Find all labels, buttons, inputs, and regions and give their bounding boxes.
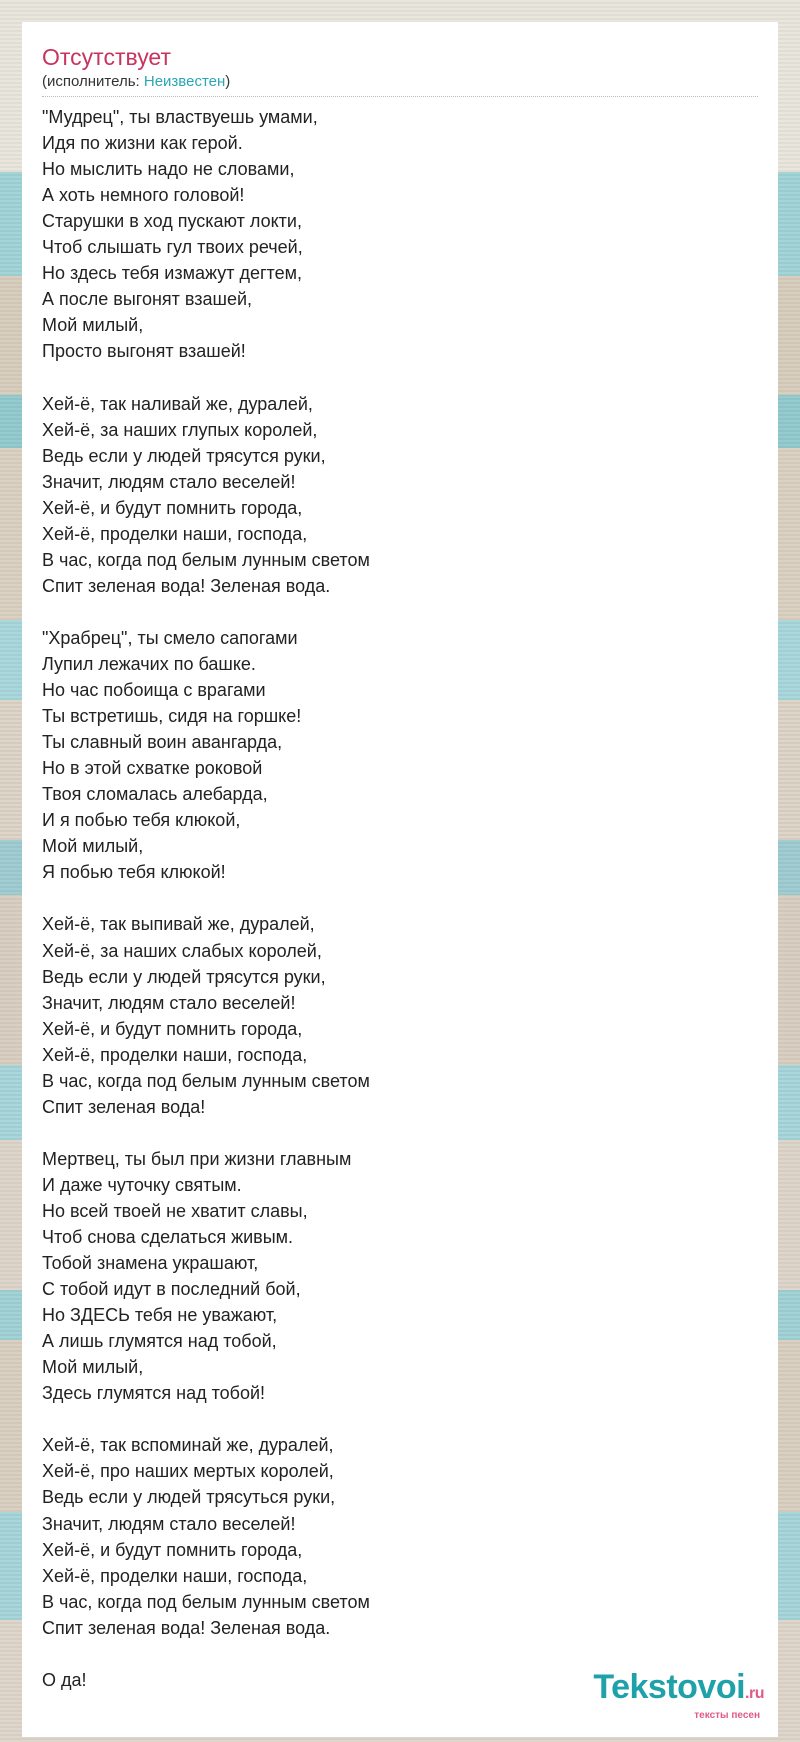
- lyric-line: Но в этой схватке роковой: [42, 758, 263, 779]
- lyric-line: Но всей твоей не хватит славы,: [42, 1200, 308, 1221]
- lyric-line: Хей-ё, проделки наши, господа,: [42, 1044, 308, 1065]
- lyric-line: Здесь глумятся над тобой!: [42, 1383, 266, 1404]
- lyric-line: Мой милый,: [42, 836, 144, 857]
- lyric-line: "Храбрец", ты смело сапогами: [42, 627, 298, 648]
- lyric-line: Спит зеленая вода! Зеленая вода.: [42, 1617, 331, 1638]
- logo-tld: .ru: [745, 1685, 764, 1702]
- lyric-line: Хей-ё, так выпивай же, дуралей,: [42, 914, 315, 935]
- lyric-line: Но мыслить надо не словами,: [42, 159, 295, 180]
- lyric-line: Но здесь тебя измажут дегтем,: [42, 263, 302, 284]
- lyric-line: Хей-ё, и будут помнить города,: [42, 1018, 303, 1039]
- artist-prefix: (исполнитель:: [42, 73, 144, 90]
- lyric-line: Хей-ё, и будут помнить города,: [42, 1539, 303, 1560]
- lyric-line: Мой милый,: [42, 1357, 144, 1378]
- lyric-line: Ты встретишь, сидя на горшке!: [42, 706, 302, 727]
- artist-line: [42, 72, 758, 92]
- lyric-line: Хей-ё, проделки наши, господа,: [42, 523, 308, 544]
- lyric-line: А хоть немного головой!: [42, 185, 245, 206]
- song-title: Отсутствует: [42, 44, 171, 70]
- lyric-line: Но ЗДЕСЬ тебя не уважают,: [42, 1305, 278, 1326]
- lyrics-text: [42, 104, 758, 1719]
- lyric-line: Хей-ё, за наших слабых королей,: [42, 940, 322, 961]
- lyric-line: Старушки в ход пускают локти,: [42, 211, 302, 232]
- logo-tagline: тексты песен: [694, 1710, 760, 1721]
- lyric-line: Значит, людям стало веселей!: [42, 1513, 296, 1534]
- content-card: [22, 22, 778, 1737]
- lyric-line: Хей-ё, и будут помнить города,: [42, 497, 303, 518]
- lyrics-stanza: [42, 911, 758, 1119]
- lyric-line: "Мудрец", ты властвуешь умами,: [42, 107, 318, 127]
- lyric-line: А лишь глумятся над тобой,: [42, 1331, 277, 1352]
- lyric-line: Я побью тебя клюкой!: [42, 862, 226, 883]
- lyric-line: Ведь если у людей трясутся руки,: [42, 966, 326, 987]
- lyric-line: Ты славный воин авангарда,: [42, 732, 283, 753]
- artist-link[interactable]: Неизвестен: [143, 73, 226, 90]
- site-logo[interactable]: [593, 1670, 764, 1721]
- lyrics-stanza: [42, 104, 758, 364]
- lyric-line: Мой милый,: [42, 315, 144, 336]
- lyrics-stanza: [42, 391, 758, 599]
- lyric-line: Ведь если у людей трясутся руки,: [42, 445, 326, 466]
- song-header: [42, 42, 758, 97]
- lyric-line: Чтоб слышать гул твоих речей,: [42, 237, 303, 258]
- lyric-line: Но час побоища с врагами: [42, 680, 266, 701]
- lyric-line: Чтоб снова сделаться живым.: [42, 1227, 294, 1248]
- lyric-line: Спит зеленая вода! Зеленая вода.: [42, 575, 331, 596]
- lyric-line: О да!: [42, 1669, 87, 1690]
- lyric-line: Просто выгонят взашей!: [42, 341, 246, 362]
- header-divider: [42, 96, 758, 97]
- lyric-line: Значит, людям стало веселей!: [42, 471, 296, 492]
- lyric-line: Спит зеленая вода!: [42, 1096, 206, 1117]
- lyric-line: Лупил лежачих по башке.: [42, 653, 256, 674]
- lyric-line: Хей-ё, так наливай же, дуралей,: [42, 393, 313, 414]
- lyric-line: Хей-ё, за наших глупых королей,: [42, 419, 318, 440]
- lyric-line: Хей-ё, проделки наши, господа,: [42, 1565, 308, 1586]
- lyrics-stanza: [42, 625, 758, 885]
- lyric-line: Хей-ё, так вспоминай же, дуралей,: [42, 1435, 334, 1456]
- lyrics-stanza: [42, 1146, 758, 1406]
- lyrics-stanza: [42, 1432, 758, 1640]
- lyric-line: С тобой идут в последний бой,: [42, 1279, 301, 1300]
- artist-suffix: ): [225, 73, 231, 90]
- lyric-line: В час, когда под белым лунным светом: [42, 1591, 370, 1612]
- logo-wordmark: [593, 1670, 764, 1711]
- logo-main-text: Tekstovoi: [593, 1668, 746, 1706]
- lyric-line: В час, когда под белым лунным светом: [42, 1070, 370, 1091]
- lyric-line: В час, когда под белым лунным светом: [42, 549, 370, 570]
- lyric-line: Ведь если у людей трясуться руки,: [42, 1487, 336, 1508]
- lyric-line: Тобой знамена украшают,: [42, 1253, 259, 1274]
- lyric-line: И даже чуточку святым.: [42, 1174, 242, 1195]
- lyric-line: И я побью тебя клюкой,: [42, 810, 241, 831]
- lyric-line: Хей-ё, про наших мертых королей,: [42, 1461, 334, 1482]
- lyric-line: Идя по жизни как герой.: [42, 133, 243, 154]
- lyric-line: Твоя сломалась алебарда,: [42, 784, 268, 805]
- lyric-line: Значит, людям стало веселей!: [42, 992, 296, 1013]
- lyric-line: Мертвец, ты был при жизни главным: [42, 1148, 352, 1169]
- lyric-line: А после выгонят взашей,: [42, 289, 253, 310]
